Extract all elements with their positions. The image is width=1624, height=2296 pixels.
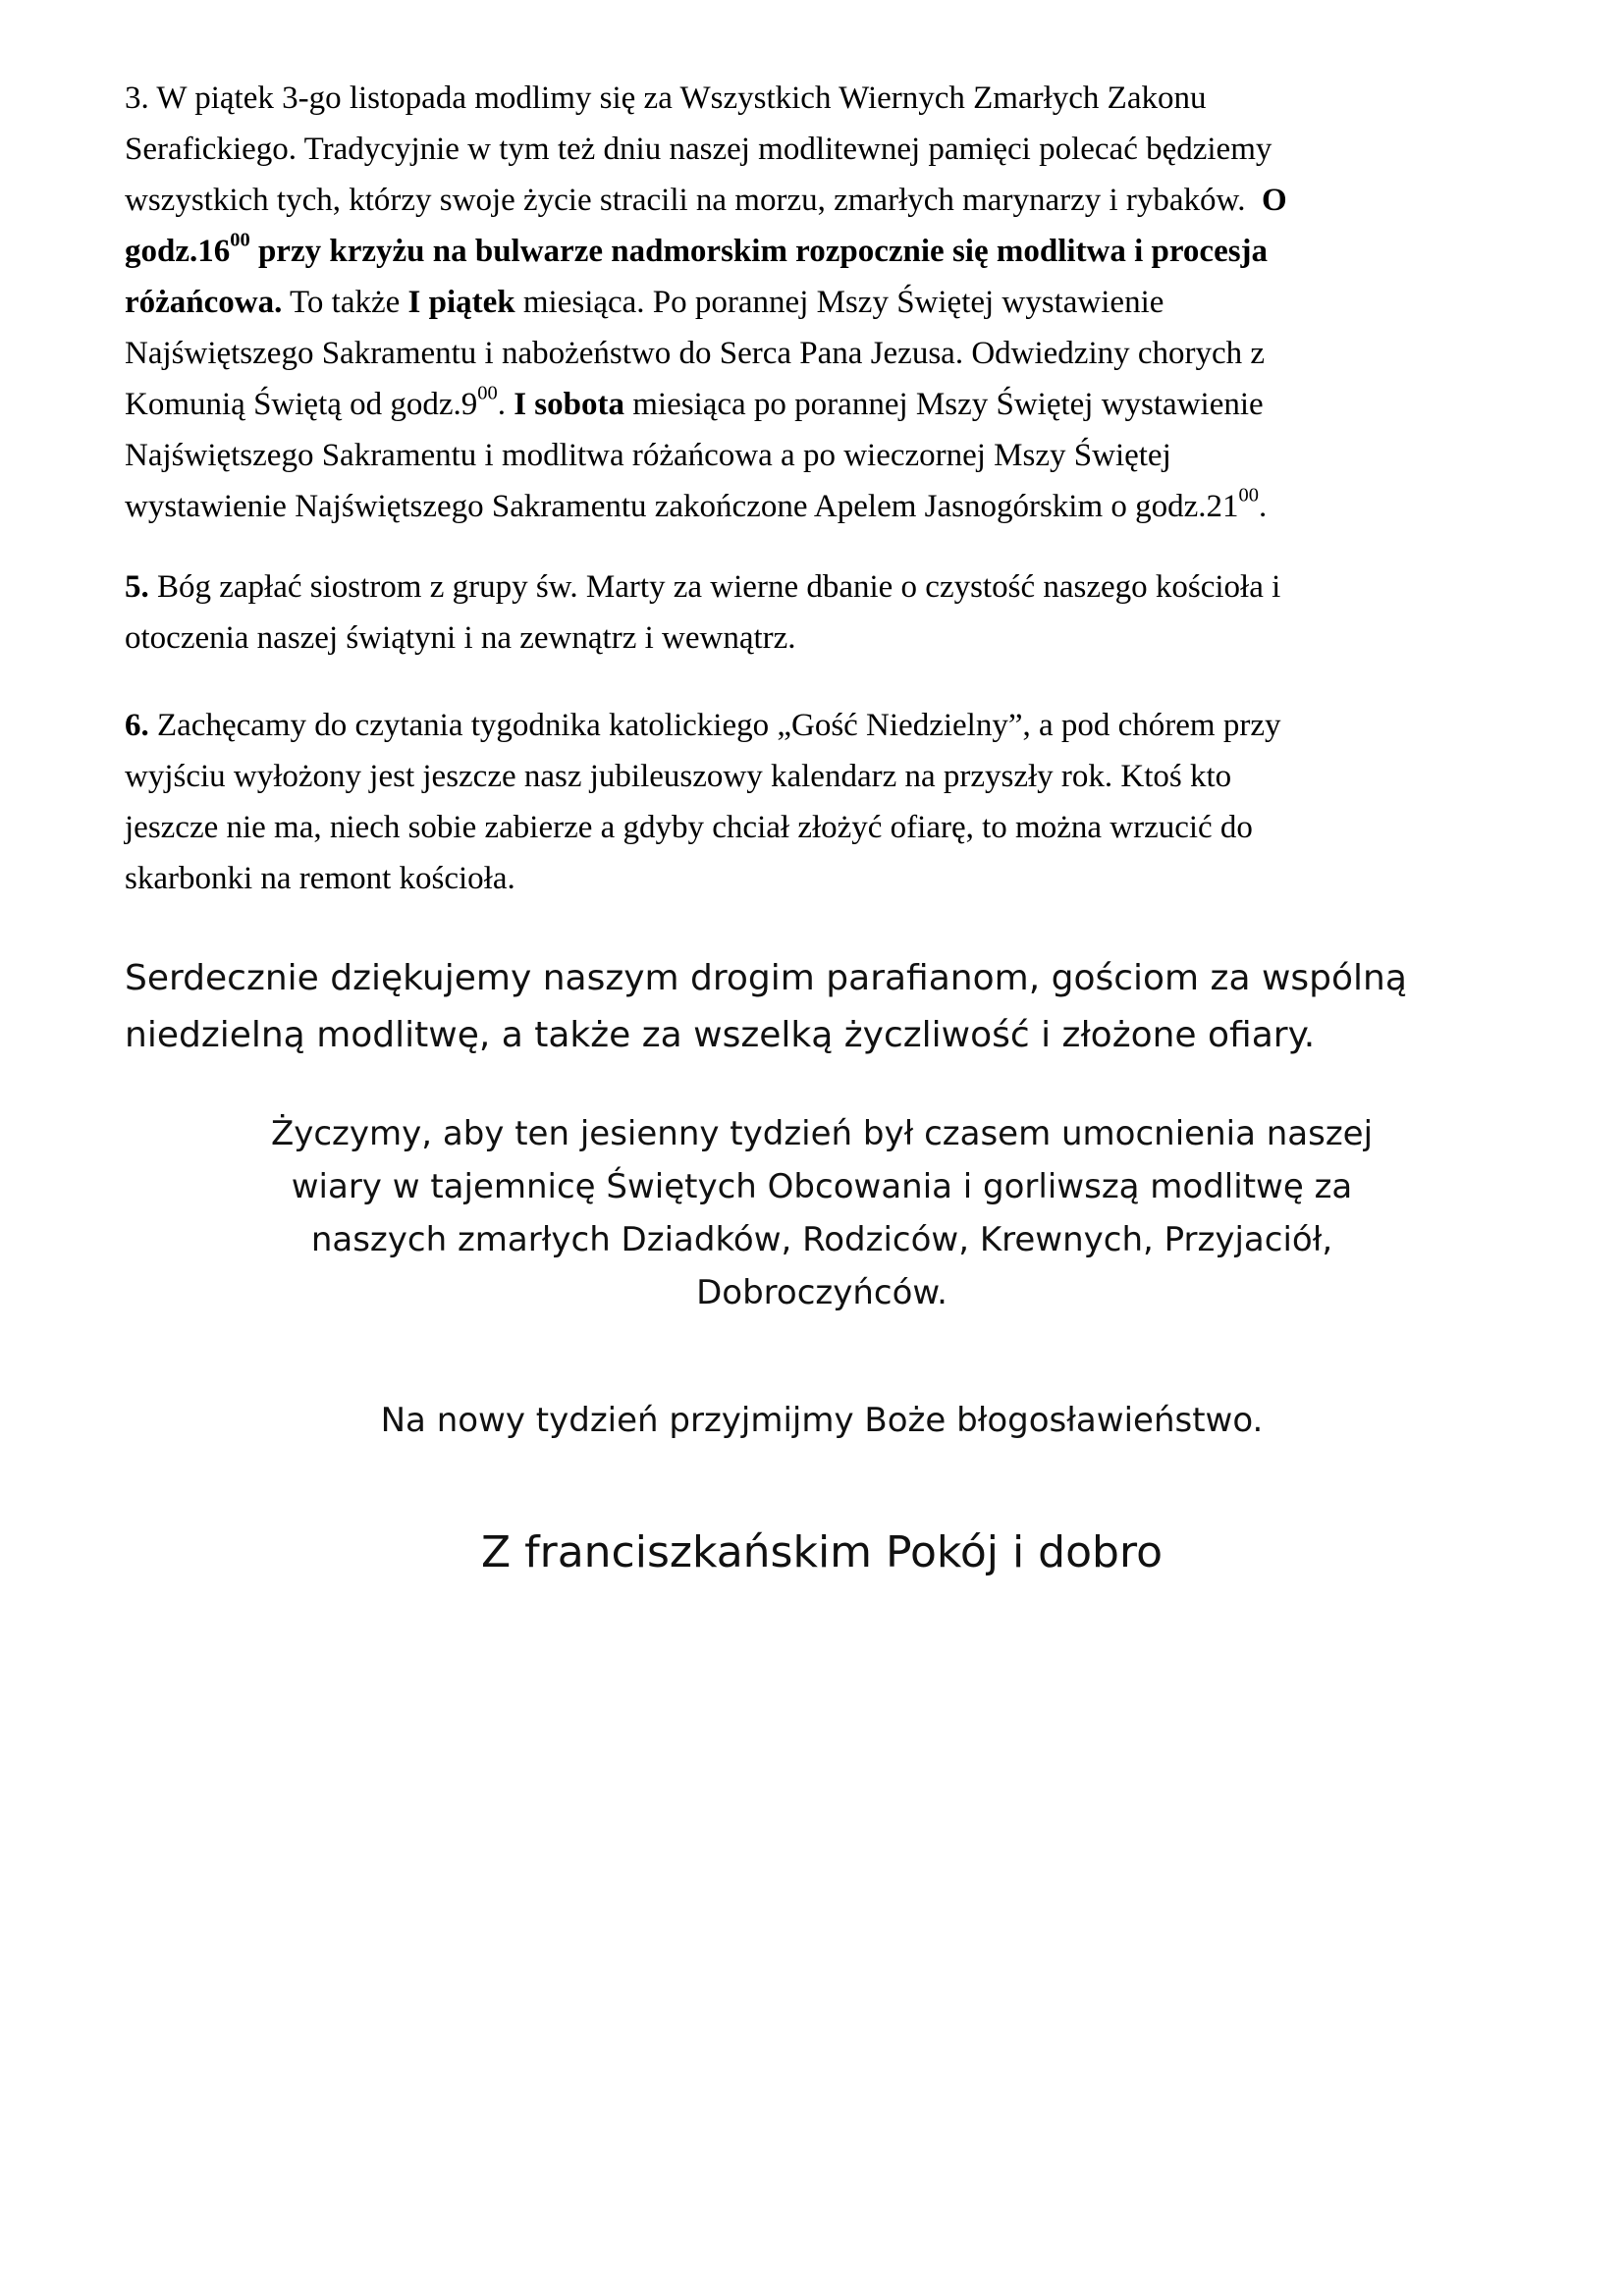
paragraph-3-line-4 <box>125 226 1499 277</box>
paragraph-3-line-9-b: . <box>1258 489 1268 524</box>
thanks-line-1: Serdecznie dziękujemy naszym drogim parafianom, gościom za wspólną <box>125 958 1407 998</box>
paragraph-3-line-3 <box>125 175 1499 226</box>
paragraph-3-line-3-text: wszystkich tych, którzy swoje życie stracili na morzu, zmarłych marynarzy i rybaków. <box>125 183 1246 218</box>
paragraph-6-line-4: skarbonki na remont kościoła. <box>125 861 515 896</box>
paragraph-3-time-sup: 00 <box>230 229 250 251</box>
paragraph-3-line-8: Najświętszego Sakramentu i modlitwa różańcowa a po wieczornej Mszy Świętej <box>125 438 1171 473</box>
paragraph-5-line-1-text: Bóg zapłać siostrom z grupy św. Marty za wierne dbanie o czystość naszego kościoła i <box>148 569 1281 605</box>
paragraph-3-line-5-a: To także <box>282 285 408 320</box>
paragraph-3-line-1: 3. W piątek 3-go listopada modlimy się za Wszystkich Wiernych Zmarłych Zakonu <box>125 80 1207 116</box>
paragraph-3-line-2: Serafickiego. Tradycyjnie w tym też dniu naszej modlitewnej pamięci polecać będziemy <box>125 132 1272 167</box>
paragraph-3-time-bold: godz.16 <box>125 234 231 269</box>
paragraph-3-line-7-b: . <box>497 387 514 422</box>
paragraph-3-line-7-a: Komunią Świętą od godz.9 <box>125 387 478 422</box>
paragraph-3-procession-bold: przy krzyżu na bulwarze nadmorskim rozpocznie się modlitwa i procesja <box>249 234 1269 269</box>
blessing-message <box>125 1394 1519 1447</box>
paragraph-3-line-9-sup: 00 <box>1238 484 1259 507</box>
paragraph-6-line-1-text: Zachęcamy do czytania tygodnika katolickiego „Gość Niedzielny”, a pod chórem przy <box>148 708 1281 743</box>
paragraph-3-line-5 <box>125 277 1499 328</box>
paragraph-3-line-7-c: miesiąca po porannej Mszy Świętej wystawienie <box>624 387 1264 422</box>
paragraph-3-line-9 <box>125 481 1499 532</box>
paragraph-5-line-1 <box>125 561 1499 613</box>
wishes-line-1: Życzymy, aby ten jesienny tydzień był czasem umocnienia naszej <box>270 1114 1374 1153</box>
paragraph-3-line-7-sup: 00 <box>477 382 498 404</box>
closing-greeting <box>125 1522 1519 1584</box>
paragraph-3-line-3-bold: O <box>1261 183 1287 218</box>
blessing-line: Na nowy tydzień przyjmijmy Boże błogosławieństwo. <box>380 1401 1264 1440</box>
paragraph-3 <box>125 73 1499 532</box>
paragraph-6-number: 6. <box>125 708 149 743</box>
paragraph-3-line-6: Najświętszego Sakramentu i nabożeństwo do Serca Pana Jezusa. Odwiedziny chorych z <box>125 336 1266 371</box>
wishes-line-4: Dobroczyńców. <box>696 1273 947 1312</box>
paragraph-6-line-3: jeszcze nie ma, niech sobie zabierze a gdyby chciał złożyć ofiarę, to można wrzucić do <box>125 810 1253 845</box>
paragraph-5 <box>125 561 1499 664</box>
thanks-line-2: niedzielną modlitwę, a także za wszelką życzliwość i złożone ofiary. <box>125 1015 1316 1055</box>
paragraph-6-line-1 <box>125 700 1499 751</box>
paragraph-5-number: 5. <box>125 569 149 605</box>
paragraph-6-line-2: wyjściu wyłożony jest jeszcze nasz jubileuszowy kalendarz na przyszły rok. Ktoś kto <box>125 759 1232 794</box>
paragraph-6 <box>125 700 1499 904</box>
paragraph-3-first-saturday-bold: I sobota <box>514 387 624 422</box>
paragraph-3-line-9-a: wystawienie Najświętszego Sakramentu zakończone Apelem Jasnogórskim o godz.21 <box>125 489 1239 524</box>
greeting-line: Z franciszkańskim Pokój i dobro <box>481 1527 1163 1577</box>
paragraph-3-rosary-bold: różańcowa. <box>125 285 283 320</box>
thanks-message <box>125 950 1519 1064</box>
wishes-message <box>125 1107 1519 1319</box>
paragraph-5-line-2: otoczenia naszej świątyni i na zewnątrz i wewnątrz. <box>125 620 796 656</box>
paragraph-3-first-friday-bold: I piątek <box>407 285 515 320</box>
paragraph-3-line-5-c: miesiąca. Po porannej Mszy Świętej wystawienie <box>514 285 1164 320</box>
wishes-line-3: naszych zmarłych Dziadków, Rodziców, Krewnych, Przyjaciół, <box>310 1220 1333 1259</box>
wishes-line-2: wiary w tajemnicę Świętych Obcowania i gorliwszą modlitwę za <box>291 1167 1353 1206</box>
paragraph-3-line-7 <box>125 379 1499 430</box>
